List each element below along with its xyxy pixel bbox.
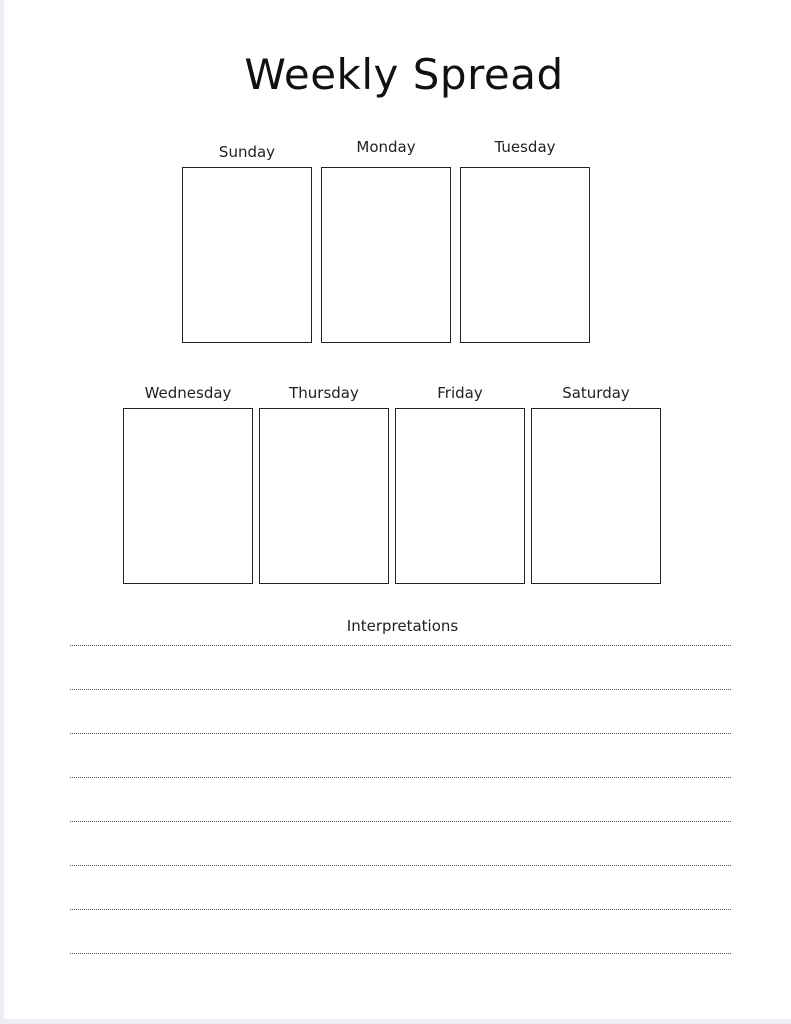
writing-line[interactable] <box>70 909 731 910</box>
day-box-tuesday[interactable] <box>460 167 590 343</box>
day-label-thursday: Thursday <box>289 384 359 402</box>
writing-line[interactable] <box>70 865 731 866</box>
day-label-wednesday: Wednesday <box>144 384 232 402</box>
day-label-tuesday: Tuesday <box>494 138 556 156</box>
day-label-sunday: Sunday <box>218 143 276 161</box>
day-box-monday[interactable] <box>321 167 451 343</box>
day-box-friday[interactable] <box>395 408 525 584</box>
writing-line[interactable] <box>70 777 731 778</box>
day-box-wednesday[interactable] <box>123 408 253 584</box>
day-label-monday: Monday <box>356 138 416 156</box>
writing-line[interactable] <box>70 953 731 954</box>
page-title: Weekly Spread <box>244 50 564 99</box>
writing-line[interactable] <box>70 733 731 734</box>
day-box-sunday[interactable] <box>182 167 312 343</box>
planner-page <box>4 0 791 1019</box>
interpretations-heading: Interpretations <box>346 617 459 635</box>
writing-line[interactable] <box>70 689 731 690</box>
writing-line[interactable] <box>70 821 731 822</box>
day-label-saturday: Saturday <box>562 384 630 402</box>
writing-line[interactable] <box>70 645 731 646</box>
day-box-thursday[interactable] <box>259 408 389 584</box>
day-box-saturday[interactable] <box>531 408 661 584</box>
day-label-friday: Friday <box>437 384 483 402</box>
